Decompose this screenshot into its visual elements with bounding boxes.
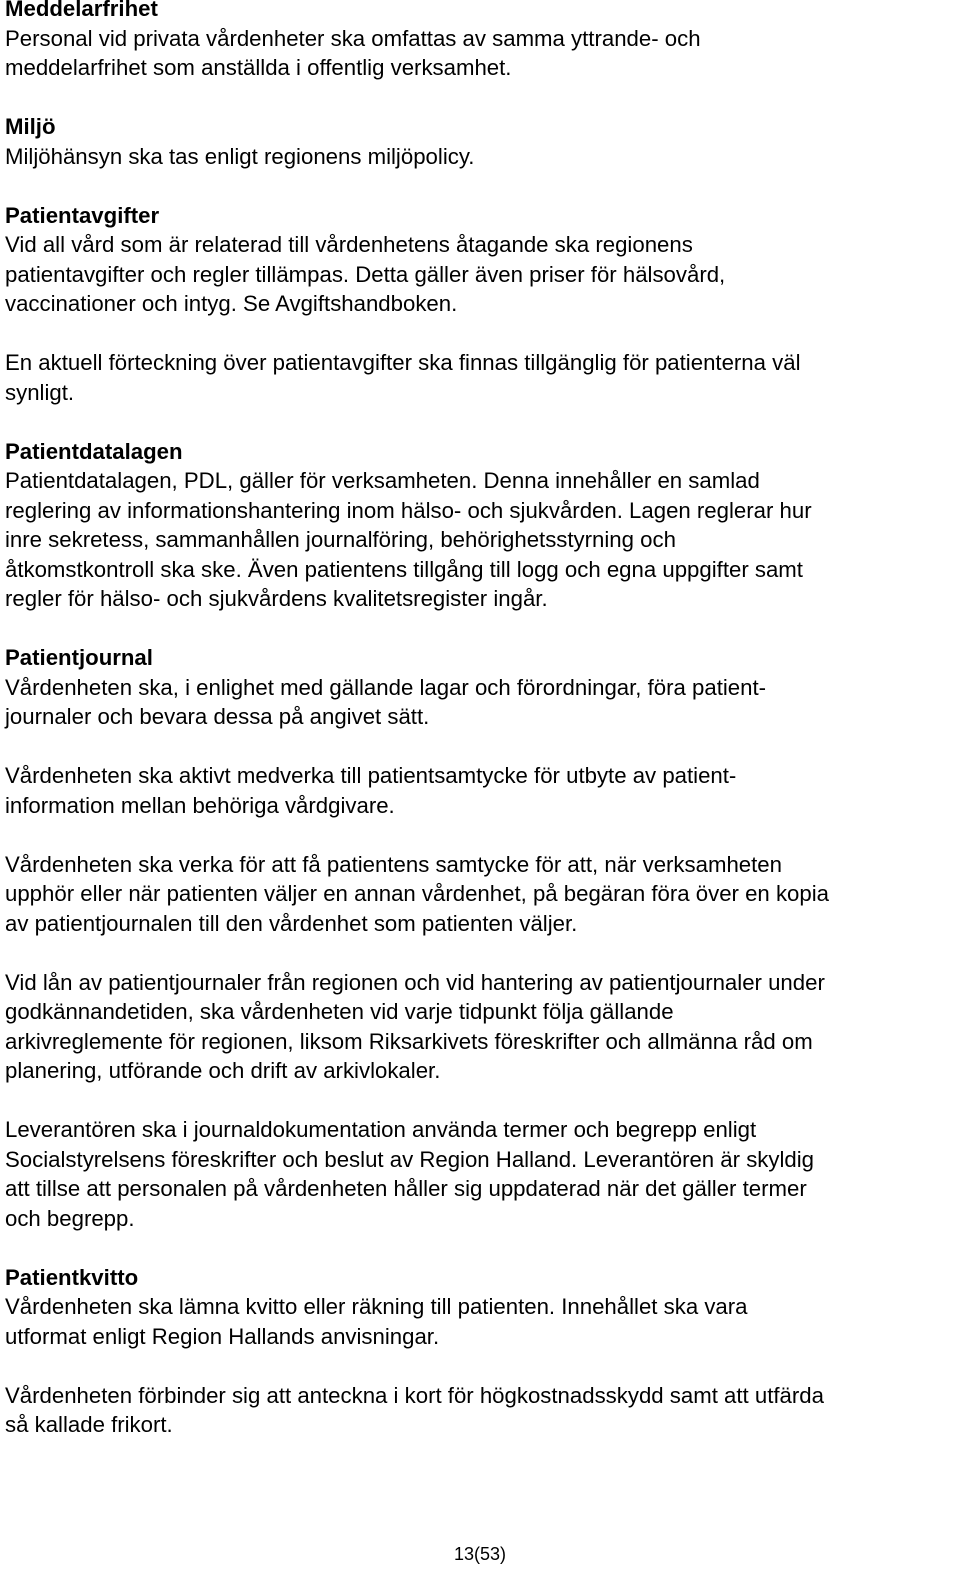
section-heading: Patientjournal	[5, 645, 153, 670]
paragraph-line: Vårdenheten ska aktivt medverka till patientsamtycke för utbyte av patient-	[5, 763, 737, 788]
paragraph-line: Vårdenheten förbinder sig att anteckna i kort för högkostnadsskydd samt att utfärda	[5, 1382, 824, 1408]
paragraph	[5, 673, 955, 732]
paragraph	[5, 850, 955, 939]
paragraph	[5, 1292, 955, 1351]
paragraph	[5, 348, 955, 407]
paragraph-line: patientavgifter och regler tillämpas. Detta gäller även priser för hälsovård,	[5, 261, 726, 287]
section	[5, 850, 955, 939]
paragraph-line: åtkomstkontroll ska ske. Även patientens tillgång till logg och egna uppgifter samt	[5, 556, 803, 582]
section	[5, 348, 955, 407]
section	[5, 1115, 955, 1233]
paragraph	[5, 968, 955, 1086]
paragraph-line: att tillse att personalen på vårdenheten håller sig uppdaterad när det gäller termer	[5, 1176, 807, 1201]
paragraph-line: regler för hälso- och sjukvårdens kvalitetsregister ingår.	[5, 586, 548, 611]
paragraph-line: Miljöhänsyn ska tas enligt regionens miljöpolicy.	[5, 143, 475, 169]
paragraph-line: av patientjournalen till den vårdenhet som patienten väljer.	[5, 910, 578, 936]
section	[5, 437, 955, 614]
section	[5, 968, 955, 1086]
section	[5, 112, 955, 171]
section	[5, 761, 955, 820]
paragraph-line: planering, utförande och drift av arkivlokaler.	[5, 1058, 441, 1083]
paragraph	[5, 466, 955, 614]
paragraph-line: Vid all vård som är relaterad till vårdenhetens åtagande ska regionens	[5, 232, 693, 257]
paragraph-line: reglering av informationshantering inom hälso- och sjukvården. Lagen reglerar hur	[5, 497, 812, 523]
paragraph-line: Vårdenheten ska verka för att få patientens samtycke för att, när verksamheten	[5, 851, 782, 877]
section-heading: Patientkvitto	[5, 1264, 139, 1290]
section-heading: Patientdatalagen	[5, 438, 183, 464]
section	[5, 1381, 955, 1440]
paragraph-line: utformat enligt Region Hallands anvisningar.	[5, 1323, 440, 1349]
paragraph	[5, 1115, 955, 1233]
paragraph	[5, 230, 955, 319]
section	[5, 201, 955, 319]
paragraph-line: Patientdatalagen, PDL, gäller för verksamheten. Denna innehåller en samlad	[5, 468, 760, 493]
paragraph-line: Personal vid privata vårdenheter ska omfattas av samma yttrande- och	[5, 25, 701, 51]
paragraph	[5, 24, 955, 83]
paragraph-line: En aktuell förteckning över patientavgifter ska finnas tillgänglig för patienterna väl	[5, 350, 801, 375]
paragraph-line: information mellan behöriga vårdgivare.	[5, 792, 395, 818]
paragraph	[5, 1381, 955, 1440]
paragraph-line: Vårdenheten ska, i enlighet med gällande lagar och förordningar, föra patient-	[5, 674, 767, 700]
paragraph-line: meddelarfrihet som anställda i offentlig verksamhet.	[5, 55, 512, 80]
paragraph-line: vaccinationer och intyg. Se Avgiftshandboken.	[5, 291, 458, 316]
paragraph-line: upphör eller när patienten väljer en annan vårdenhet, på begäran föra över en kopia	[5, 881, 829, 906]
paragraph-line: arkivreglemente för regionen, liksom Riksarkivets föreskrifter och allmänna råd om	[5, 1028, 813, 1054]
paragraph-line: Vårdenheten ska lämna kvitto eller räkning till patienten. Innehållet ska vara	[5, 1294, 748, 1319]
page-number: 13(53)	[453, 1544, 507, 1564]
paragraph-line: Vid lån av patientjournaler från regionen och vid hantering av patientjournaler under	[5, 969, 825, 995]
section-heading: Miljö	[5, 114, 56, 139]
document-body	[5, 0, 955, 1469]
paragraph-line: journaler och bevara dessa på angivet sätt.	[5, 704, 430, 729]
paragraph-line: godkännandetiden, ska vårdenheten vid varje tidpunkt följa gällande	[5, 999, 674, 1024]
section-heading: Patientavgifter	[5, 202, 160, 228]
section	[5, 643, 955, 732]
paragraph-line: Leverantören ska i journaldokumentation använda termer och begrepp enligt	[5, 1117, 757, 1142]
paragraph	[5, 142, 955, 172]
paragraph-line: och begrepp.	[5, 1205, 135, 1231]
section	[5, 0, 955, 83]
section	[5, 1263, 955, 1352]
paragraph	[5, 761, 955, 820]
paragraph-line: Socialstyrelsens föreskrifter och beslut av Region Halland. Leverantören är skyldig	[5, 1146, 815, 1172]
paragraph-line: så kallade frikort.	[5, 1412, 173, 1437]
section-heading: Meddelarfrihet	[5, 0, 158, 21]
paragraph-line: inre sekretess, sammanhållen journalföring, behörighetsstyrning och	[5, 527, 676, 552]
paragraph-line: synligt.	[5, 379, 75, 405]
